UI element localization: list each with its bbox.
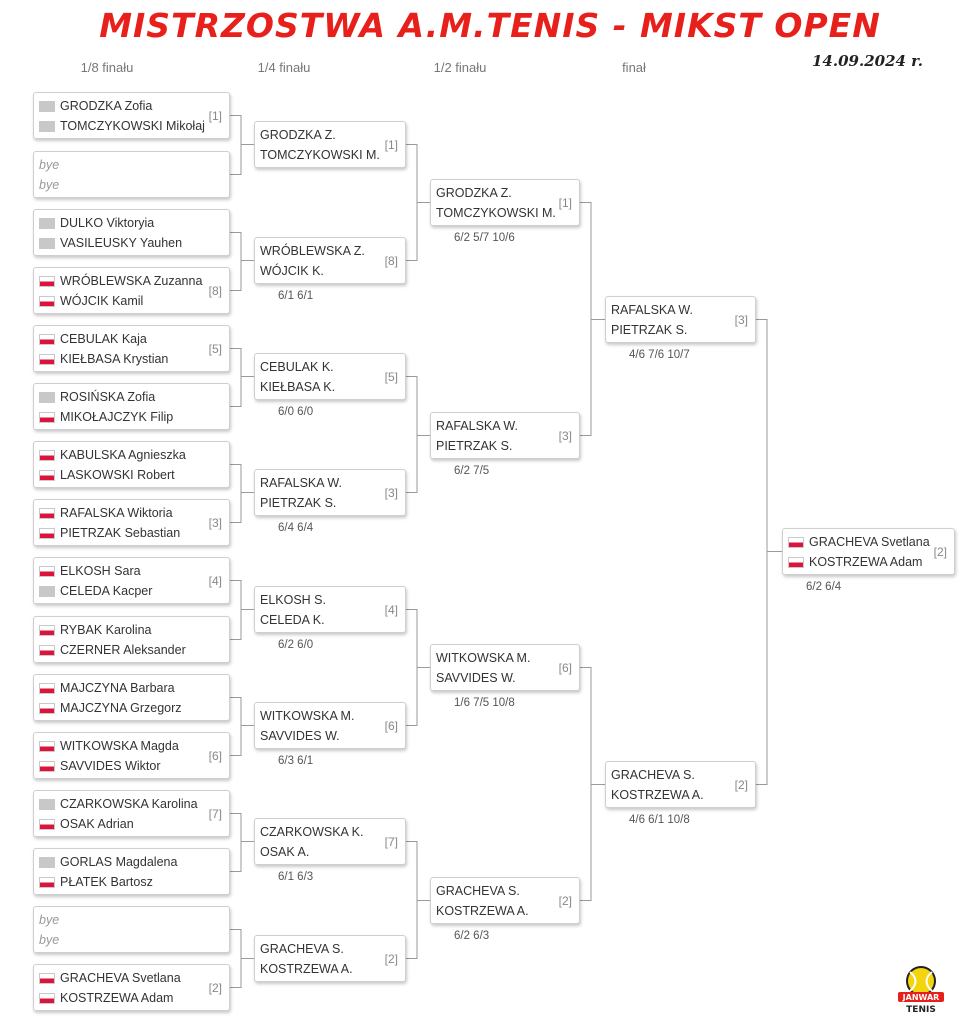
bracket-connector: [230, 698, 254, 756]
player-name: RAFALSKA W.: [260, 476, 342, 490]
player-name: PIETRZAK S.: [260, 496, 337, 510]
player-name: KOSTRZEWA Adam: [809, 555, 923, 569]
player-name: DULKO Viktoryia: [60, 216, 155, 230]
flag-placeholder-icon: [39, 121, 55, 132]
player-name: WÓJCIK K.: [260, 264, 324, 278]
seed-label: [1]: [208, 109, 222, 123]
player-name: CZARKOWSKA K.: [260, 825, 364, 839]
seed-label: [3]: [208, 516, 222, 530]
seed-label: [5]: [384, 370, 398, 384]
poland-flag-icon: [39, 819, 55, 830]
seed-label: [4]: [384, 603, 398, 617]
player-name: CELEDA K.: [260, 613, 325, 627]
match-box: [605, 296, 756, 343]
tournament-title: MISTRZOSTWA A.M.TENIS - MIKST OPEN: [99, 6, 881, 45]
bracket-connector: [230, 349, 254, 407]
seed-label: [8]: [384, 254, 398, 268]
player-name: ELKOSH S.: [260, 593, 326, 607]
player-name: MAJCZYNA Barbara: [60, 681, 175, 695]
poland-flag-icon: [39, 973, 55, 984]
player-name: GORLAS Magdalena: [60, 855, 178, 869]
bracket-connector: [230, 233, 254, 291]
svg-text:TENIS: TENIS: [906, 1005, 936, 1014]
player-name: TOMCZYKOWSKI M.: [436, 206, 556, 220]
poland-flag-icon: [39, 412, 55, 423]
match-box: [33, 209, 230, 256]
match-box: [33, 557, 230, 604]
match-box: [254, 586, 406, 633]
poland-flag-icon: [39, 528, 55, 539]
match-box: [430, 877, 580, 924]
flag-placeholder-icon: [39, 218, 55, 229]
match-box: [430, 179, 580, 226]
poland-flag-icon: [788, 557, 804, 568]
match-box: [254, 237, 406, 284]
player-name: RYBAK Karolina: [60, 623, 152, 637]
player-name: CEBULAK K.: [260, 360, 334, 374]
poland-flag-icon: [788, 537, 804, 548]
player-name: KOSTRZEWA A.: [611, 788, 704, 802]
poland-flag-icon: [39, 354, 55, 365]
player-name: CELEDA Kacper: [60, 584, 153, 598]
flag-placeholder-icon: [39, 857, 55, 868]
player-name: TOMCZYKOWSKI M.: [260, 148, 380, 162]
match-box: [430, 412, 580, 459]
player-name: GRACHEVA Svetlana: [60, 971, 181, 985]
poland-flag-icon: [39, 645, 55, 656]
match-score: 6/1 6/3: [278, 871, 314, 883]
seed-label: [8]: [208, 284, 222, 298]
match-box: [33, 848, 230, 895]
round-header-final: finał: [622, 60, 646, 75]
match-score: 6/2 6/4: [806, 581, 842, 593]
match-box: [33, 616, 230, 663]
player-name: KIEŁBASA K.: [260, 380, 336, 394]
bracket-connector: [406, 610, 430, 726]
player-name: RAFALSKA W.: [436, 419, 518, 433]
bracket-connector: [406, 145, 430, 261]
player-name: GRACHEVA S.: [611, 768, 695, 782]
match-score: 6/3 6/1: [278, 755, 314, 767]
match-box: [33, 790, 230, 837]
match-box: [254, 818, 406, 865]
seed-label: [6]: [558, 661, 572, 675]
player-name: SAVVIDES Wiktor: [60, 759, 161, 773]
player-name: LASKOWSKI Robert: [60, 468, 175, 482]
seed-label: [3]: [558, 429, 572, 443]
seed-label: [2]: [384, 952, 398, 966]
player-name: PŁATEK Bartosz: [60, 875, 153, 889]
player-name: KOSTRZEWA Adam: [60, 991, 174, 1005]
flag-placeholder-icon: [39, 586, 55, 597]
match-score: 4/6 6/1 10/8: [629, 814, 690, 826]
player-name: ELKOSH Sara: [60, 564, 141, 578]
player-name: VASILEUSKY Yauhen: [60, 236, 183, 250]
player-name: bye: [39, 158, 60, 172]
poland-flag-icon: [39, 993, 55, 1004]
match-box: [254, 469, 406, 516]
match-box: [254, 353, 406, 400]
svg-text:JANWAR: JANWAR: [902, 993, 940, 1002]
seed-label: [2]: [558, 894, 572, 908]
flag-placeholder-icon: [39, 392, 55, 403]
poland-flag-icon: [39, 334, 55, 345]
seed-label: [2]: [208, 981, 222, 995]
match-score: 6/2 7/5: [454, 465, 490, 477]
player-name: GRACHEVA S.: [260, 942, 344, 956]
poland-flag-icon: [39, 508, 55, 519]
player-name: OSAK Adrian: [60, 817, 134, 831]
player-name: WÓJCIK Kamil: [60, 294, 144, 308]
seed-label: [1]: [384, 138, 398, 152]
seed-label: [5]: [208, 342, 222, 356]
player-name: KIEŁBASA Krystian: [60, 352, 169, 366]
match-box: [33, 441, 230, 488]
seed-label: [2]: [933, 545, 947, 559]
seed-label: [2]: [734, 778, 748, 792]
round-header-sf: 1/2 finału: [433, 60, 487, 75]
poland-flag-icon: [39, 741, 55, 752]
player-name: GRACHEVA Svetlana: [809, 535, 930, 549]
match-box: [33, 906, 230, 953]
bracket-connector: [580, 668, 605, 901]
player-name: TOMCZYKOWSKI Mikołaj: [60, 119, 205, 133]
match-box: [782, 528, 955, 575]
bracket-connector: [406, 377, 430, 493]
player-name: RAFALSKA W.: [611, 303, 693, 317]
bracket-connector: [230, 930, 254, 988]
poland-flag-icon: [39, 450, 55, 461]
match-score: 6/0 6/0: [278, 406, 314, 418]
janwar-tenis-logo: [896, 964, 946, 1014]
round-header-r16: 1/8 finału: [80, 60, 134, 75]
player-name: WITKOWSKA M.: [436, 651, 531, 665]
bracket-connector: [406, 842, 430, 959]
match-box: [33, 732, 230, 779]
player-name: KABULSKA Agnieszka: [60, 448, 186, 462]
player-name: ROSIŃSKA Zofia: [60, 390, 156, 404]
player-name: KOSTRZEWA A.: [260, 962, 353, 976]
seed-label: [3]: [384, 486, 398, 500]
player-name: MIKOŁAJCZYK Filip: [60, 410, 174, 424]
player-name: bye: [39, 933, 60, 947]
seed-label: [1]: [558, 196, 572, 210]
round-header-qf: 1/4 finału: [257, 60, 311, 75]
match-box: [430, 644, 580, 691]
match-box: [605, 761, 756, 808]
poland-flag-icon: [39, 625, 55, 636]
player-name: SAVVIDES W.: [436, 671, 516, 685]
player-name: CEBULAK Kaja: [60, 332, 147, 346]
player-name: WRÓBLEWSKA Zuzanna: [60, 274, 203, 288]
poland-flag-icon: [39, 703, 55, 714]
player-name: PIETRZAK S.: [611, 323, 688, 337]
poland-flag-icon: [39, 566, 55, 577]
player-name: GRODZKA Z.: [436, 186, 512, 200]
player-name: MAJCZYNA Grzegorz: [60, 701, 182, 715]
flag-placeholder-icon: [39, 101, 55, 112]
seed-label: [6]: [384, 719, 398, 733]
bracket-connector: [756, 320, 782, 785]
player-name: WRÓBLEWSKA Z.: [260, 244, 365, 258]
match-box: [33, 92, 230, 139]
match-box: [33, 325, 230, 372]
match-box: [254, 121, 406, 168]
seed-label: [7]: [384, 835, 398, 849]
player-name: CZERNER Aleksander: [60, 643, 186, 657]
player-name: GRODZKA Zofia: [60, 99, 153, 113]
player-name: PIETRZAK Sebastian: [60, 526, 181, 540]
match-score: 1/6 7/5 10/8: [454, 697, 515, 709]
match-score: 6/4 6/4: [278, 522, 314, 534]
player-name: PIETRZAK S.: [436, 439, 513, 453]
poland-flag-icon: [39, 276, 55, 287]
flag-placeholder-icon: [39, 238, 55, 249]
match-score: 6/2 6/3: [454, 930, 490, 942]
match-score: 6/2 5/7 10/6: [454, 232, 515, 244]
player-name: KOSTRZEWA A.: [436, 904, 529, 918]
seed-label: [4]: [208, 574, 222, 588]
tournament-date: 14.09.2024 r.: [812, 52, 923, 70]
seed-label: [3]: [734, 313, 748, 327]
player-name: GRACHEVA S.: [436, 884, 520, 898]
poland-flag-icon: [39, 683, 55, 694]
poland-flag-icon: [39, 761, 55, 772]
match-score: 6/1 6/1: [278, 290, 314, 302]
player-name: WITKOWSKA M.: [260, 709, 355, 723]
bracket-connector: [230, 116, 254, 175]
bracket-connector: [580, 203, 605, 436]
bracket-connector: [230, 581, 254, 640]
player-name: WITKOWSKA Magda: [60, 739, 179, 753]
player-name: GRODZKA Z.: [260, 128, 336, 142]
player-name: CZARKOWSKA Karolina: [60, 797, 198, 811]
seed-label: [6]: [208, 749, 222, 763]
match-score: 4/6 7/6 10/7: [629, 349, 690, 361]
poland-flag-icon: [39, 470, 55, 481]
bracket-connector: [230, 465, 254, 523]
seed-label: [7]: [208, 807, 222, 821]
match-score: 6/2 6/0: [278, 639, 314, 651]
match-box: [33, 267, 230, 314]
match-box: [33, 383, 230, 430]
poland-flag-icon: [39, 877, 55, 888]
player-name: RAFALSKA Wiktoria: [60, 506, 173, 520]
bracket-connector: [230, 814, 254, 872]
match-box: [254, 702, 406, 749]
player-name: bye: [39, 178, 60, 192]
player-name: OSAK A.: [260, 845, 310, 859]
match-box: [33, 964, 230, 1011]
flag-placeholder-icon: [39, 799, 55, 810]
match-box: [33, 674, 230, 721]
match-box: [33, 151, 230, 198]
poland-flag-icon: [39, 296, 55, 307]
player-name: SAVVIDES W.: [260, 729, 340, 743]
match-box: [254, 935, 406, 982]
player-name: bye: [39, 913, 60, 927]
match-box: [33, 499, 230, 546]
